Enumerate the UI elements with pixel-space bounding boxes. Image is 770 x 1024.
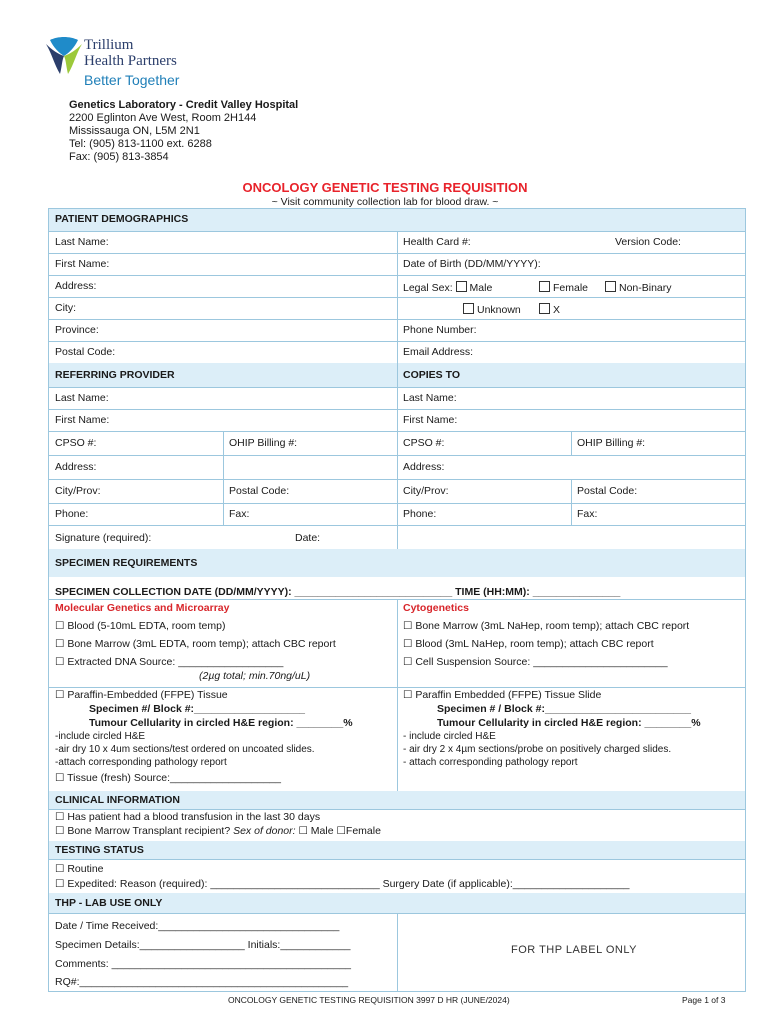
mol-dna-note: (2µg total; min.70ng/uL) (199, 670, 311, 682)
ref-ohip[interactable]: OHIP Billing #: (229, 437, 298, 449)
clinical-row (49, 809, 745, 842)
thp-specimen-details[interactable]: Specimen Details:__________________ Initials:____________ (55, 939, 351, 951)
clinical-bmt[interactable] (55, 825, 381, 837)
copies-header: COPIES TO (403, 369, 460, 381)
thp-divider (397, 913, 398, 991)
lab-fax: Fax: (905) 813-3854 (69, 151, 169, 163)
lab-address-block (69, 99, 298, 164)
patient-header-row (49, 209, 745, 232)
nonbinary-option (605, 281, 672, 294)
thp-comments[interactable]: Comments: _________________________________________ (55, 958, 352, 970)
unknown-option (463, 303, 521, 316)
copy-first-name[interactable]: First Name: (403, 414, 458, 426)
clinical-header: CLINICAL INFORMATION (55, 794, 181, 806)
thp-rq[interactable]: RQ#:______________________________________________ (55, 976, 349, 988)
trillium-logo-icon (44, 34, 84, 78)
form-subtitle: ~ Visit community collection lab for blood draw. ~ (271, 196, 499, 208)
org-name-2: Health Partners (84, 53, 177, 69)
specimen-header: SPECIMEN REQUIREMENTS (55, 557, 198, 569)
cyto-marrow[interactable]: ☐ Bone Marrow (3mL NaHep, room temp); attach CBC report (403, 620, 690, 632)
patient-province[interactable]: Province: (55, 324, 99, 336)
copy-phone[interactable]: Phone: (403, 508, 437, 520)
lab-line2: Mississauga ON, L5M 2N1 (69, 125, 200, 137)
collection-row (49, 577, 745, 600)
testing-routine[interactable]: ☐ Routine (55, 863, 104, 875)
ref-first-name[interactable]: First Name: (55, 414, 110, 426)
specimen-header-row (49, 549, 745, 578)
testing-header-row (49, 841, 745, 860)
patient-first-name[interactable]: First Name: (55, 258, 110, 270)
mol-dna[interactable]: ☐ Extracted DNA Source: __________________ (55, 656, 284, 668)
donor-sex-label: Sex of donor: (233, 825, 296, 837)
patient-dob[interactable]: Date of Birth (DD/MM/YYYY): (403, 258, 541, 270)
patient-version-code[interactable]: Version Code: (615, 236, 681, 248)
bmt-label: ☐ Bone Marrow Transplant recipient? (55, 825, 234, 837)
org-name-1: Trillium (84, 37, 134, 53)
cyto-ffpe-note-2: - air dry 2 x 4µm sections/probe on positively charged slides. (403, 744, 672, 755)
unknown-checkbox[interactable] (463, 303, 474, 314)
cyto-ffpe-block[interactable]: Specimen # / Block #:_________________________ (437, 703, 691, 715)
patient-last-name[interactable]: Last Name: (55, 236, 109, 248)
patient-email[interactable]: Email Address: (403, 346, 474, 358)
mol-blood[interactable]: ☐ Blood (5-10mL EDTA, room temp) (55, 620, 226, 632)
copy-city[interactable]: City/Prov: (403, 485, 449, 497)
thp-label-area: FOR THP LABEL ONLY (511, 944, 637, 956)
copy-cpso[interactable]: CPSO #: (403, 437, 445, 449)
cyto-ffpe-cellularity[interactable]: Tumour Cellularity in circled H&E region: ________% (437, 717, 701, 729)
testing-header: TESTING STATUS (55, 844, 144, 856)
copy-ohip[interactable]: OHIP Billing #: (577, 437, 646, 449)
copy-subdivider-2 (571, 479, 572, 525)
patient-address[interactable]: Address: (55, 280, 97, 292)
ref-signature[interactable]: Signature (required): (55, 532, 152, 544)
cyto-ffpe-note-1: - include circled H&E (403, 731, 496, 742)
ref-fax[interactable]: Fax: (229, 508, 250, 520)
clinical-header-row (49, 791, 745, 810)
ref-address[interactable]: Address: (55, 461, 97, 473)
ref-subdivider (223, 431, 224, 525)
nonbinary-label: Non-Binary (619, 282, 672, 294)
cyto-ffpe-note-3: - attach corresponding pathology report (403, 757, 578, 768)
patient-postal[interactable]: Postal Code: (55, 346, 116, 358)
female-label: Female (553, 282, 589, 294)
donor-sex-options[interactable]: ☐ Male ☐Female (295, 825, 381, 837)
cyto-suspension[interactable]: ☐ Cell Suspension Source: _______________________ (403, 656, 668, 668)
thp-header-row (49, 893, 745, 914)
cyto-ffpe-slide[interactable]: ☐ Paraffin Embedded (FFPE) Tissue Slide (403, 689, 602, 701)
female-option (539, 281, 588, 294)
lab-tel: Tel: (905) 813-1100 ext. 6288 (69, 138, 212, 150)
unknown-label: Unknown (477, 304, 521, 316)
patient-legal-sex (403, 281, 492, 294)
x-checkbox[interactable] (539, 303, 550, 314)
patient-health-card[interactable]: Health Card #: (403, 236, 471, 248)
ref-last-name[interactable]: Last Name: (55, 392, 109, 404)
org-logo (44, 34, 214, 90)
copy-last-name[interactable]: Last Name: (403, 392, 457, 404)
x-option (539, 303, 560, 316)
patient-header: PATIENT DEMOGRAPHICS (55, 213, 189, 225)
cyto-blood[interactable]: ☐ Blood (3mL NaHep, room temp); attach CBC report (403, 638, 654, 650)
ref-phone[interactable]: Phone: (55, 508, 89, 520)
form-title: ONCOLOGY GENETIC TESTING REQUISITION (242, 180, 528, 195)
thp-received[interactable]: Date / Time Received:_______________________________ (55, 920, 340, 932)
lab-name: Genetics Laboratory - Credit Valley Hospital (69, 99, 299, 111)
provider-divider (397, 363, 398, 549)
footer-form-id: ONCOLOGY GENETIC TESTING REQUISITION 3997 D HR (JUNE/2024) (228, 995, 510, 1005)
copy-subdivider-1 (571, 431, 572, 455)
male-checkbox[interactable] (456, 281, 467, 292)
ffpe-tissue[interactable]: ☐ Paraffin-Embedded (FFPE) Tissue (55, 689, 228, 701)
tissue-fresh[interactable]: ☐ Tissue (fresh) Source:___________________ (55, 772, 281, 784)
patient-city[interactable]: City: (55, 302, 76, 314)
testing-expedited[interactable]: ☐ Expedited: Reason (required): _____________________________ Surgery Date (if applicable):____________________ (55, 878, 630, 890)
ffpe-note-3: -attach corresponding pathology report (55, 757, 227, 768)
ref-cpso[interactable]: CPSO #: (55, 437, 97, 449)
ref-date[interactable]: Date: (295, 532, 321, 544)
patient-divider (397, 231, 398, 363)
male-label: Male (469, 282, 493, 294)
copy-address[interactable]: Address: (403, 461, 445, 473)
ffpe-note-2: -air dry 10 x 4um sections/test ordered on uncoated slides. (55, 744, 315, 755)
testing-row (49, 859, 745, 894)
ffpe-block[interactable]: Specimen #/ Block #:___________________ (89, 703, 305, 715)
collection-date[interactable]: SPECIMEN COLLECTION DATE (DD/MM/YYYY): ___________________________ TIME (HH:MM): _______________ (55, 586, 621, 598)
nonbinary-checkbox[interactable] (605, 281, 616, 292)
thp-header: THP - LAB USE ONLY (55, 897, 163, 909)
ffpe-cellularity[interactable]: Tumour Cellularity in circled H&E region: ________% (89, 717, 353, 729)
org-tagline: Better Together (84, 72, 180, 88)
mol-marrow[interactable]: ☐ Bone Marrow (3mL EDTA, room temp); attach CBC report (55, 638, 336, 650)
cyto-header: Cytogenetics (403, 602, 469, 614)
patient-phone[interactable]: Phone Number: (403, 324, 477, 336)
clinical-transfusion[interactable]: ☐ Has patient had a blood transfusion in the last 30 days (55, 811, 321, 823)
copy-postal[interactable]: Postal Code: (577, 485, 638, 497)
copy-fax[interactable]: Fax: (577, 508, 598, 520)
lab-line1: 2200 Eglinton Ave West, Room 2H144 (69, 112, 257, 124)
female-checkbox[interactable] (539, 281, 550, 292)
ref-city[interactable]: City/Prov: (55, 485, 101, 497)
footer-page: Page 1 of 3 (682, 995, 726, 1005)
specimen-divider (397, 599, 398, 791)
ffpe-note-1: -include circled H&E (55, 731, 146, 742)
ref-postal[interactable]: Postal Code: (229, 485, 290, 497)
mol-header: Molecular Genetics and Microarray (55, 602, 230, 614)
referring-header: REFERRING PROVIDER (55, 369, 175, 381)
requisition-form (48, 208, 746, 992)
x-label: X (553, 304, 561, 316)
legal-sex-label: Legal Sex: (403, 282, 453, 294)
